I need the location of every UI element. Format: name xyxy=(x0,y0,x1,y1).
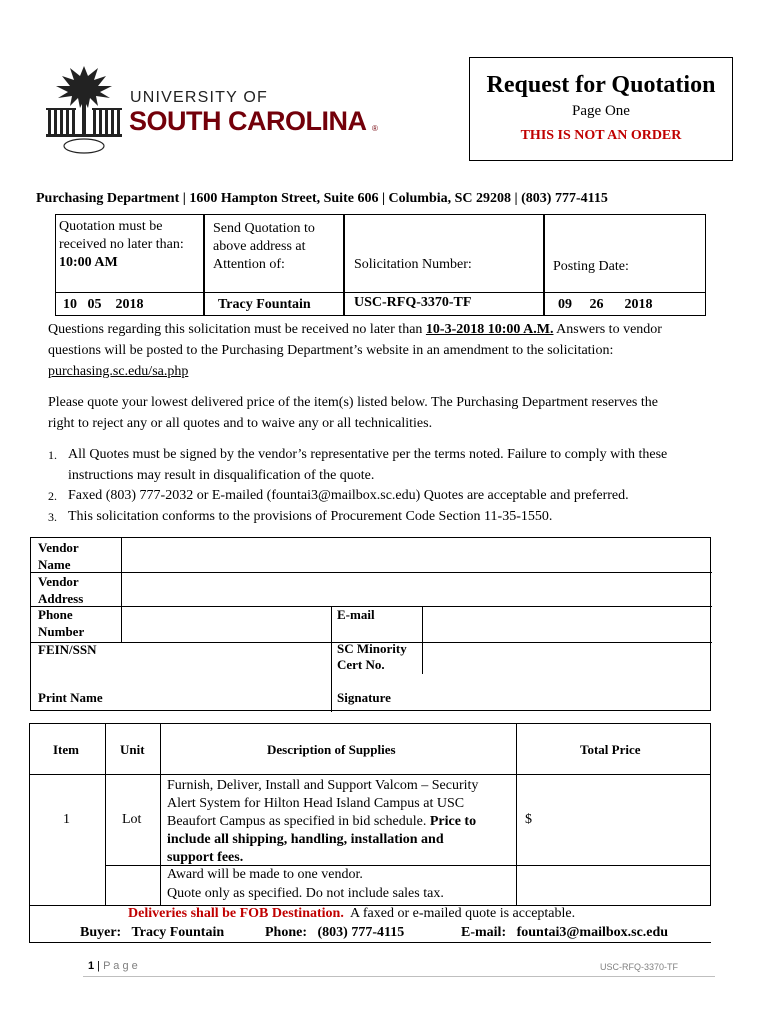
footer-rule xyxy=(83,976,715,977)
posting-date: 09 26 2018 xyxy=(558,297,653,312)
list-item-2-line-1: Faxed (803) 777-2032 or E-mailed (fountai3@mailbox.sc.edu) Quotes are acceptable and preferred. xyxy=(68,488,629,503)
buyer-name: Tracy Fountain xyxy=(218,297,311,312)
received-label-2: received no later than: xyxy=(59,237,184,252)
questions-paragraph xyxy=(48,319,718,340)
fax-note: A faxed or e-mailed quote is acceptable. xyxy=(343,906,576,921)
print-name-label: Print Name xyxy=(38,690,103,705)
received-date: 10 05 2018 xyxy=(63,297,144,312)
desc-line-1: Furnish, Deliver, Install and Support Valcom – Security xyxy=(167,778,479,793)
phone-field[interactable] xyxy=(122,607,331,642)
desc-line-3b: Price to xyxy=(429,814,477,829)
page-footer: 1 | P a g e xyxy=(88,960,138,972)
questions-text-1: Questions regarding this solicitation must be received no later than xyxy=(48,322,426,337)
phone-label-2: Number xyxy=(38,624,85,639)
solicitation-label: Solicitation Number: xyxy=(354,257,472,272)
list-item-1-line-2: instructions may result in disqualification of the quote. xyxy=(68,468,375,483)
vendor-name-label-2: Name xyxy=(38,557,71,572)
footer-solicitation-code: USC-RFQ-3370-TF xyxy=(600,962,679,972)
fein-label: FEIN/SSN xyxy=(38,642,97,657)
minority-label-1: SC Minority xyxy=(337,641,407,656)
email-label: E-mail xyxy=(337,607,375,622)
questions-line-2: questions will be posted to the Purchasing Department’s website in an amendment to the solicitation: xyxy=(48,343,614,358)
received-label-1: Quotation must be xyxy=(59,219,163,234)
item-unit: Lot xyxy=(122,812,142,827)
minority-cert-field[interactable] xyxy=(423,643,712,674)
page-number: 1 xyxy=(88,960,95,972)
received-time: 10:00 AM xyxy=(59,255,118,270)
buyer-email: E-mail: fountai3@mailbox.sc.edu xyxy=(461,925,669,940)
vendor-address-label-2: Address xyxy=(38,591,84,606)
department-address-line: Purchasing Department | 1600 Hampton Street, Suite 606 | Columbia, SC 29208 | (803) 777-4115 xyxy=(36,191,608,206)
south-carolina-text: SOUTH CAROLINA xyxy=(129,106,367,136)
quote-paragraph-line-2: right to reject any or all quotes and to waive any or all technicalities. xyxy=(48,416,433,431)
solicitation-number: USC-RFQ-3370-TF xyxy=(354,295,472,310)
col-header-unit: Unit xyxy=(120,742,145,757)
vendor-name-label-1: Vendor xyxy=(38,540,79,555)
buyer-contact: Buyer: Tracy Fountain xyxy=(80,925,225,940)
buyer-phone: Phone: (803) 777-4115 xyxy=(265,925,405,940)
signature-label: Signature xyxy=(337,690,391,705)
quote-only-note: Quote only as specified. Do not include sales tax. xyxy=(167,886,444,901)
page-label: P a g e xyxy=(103,960,138,972)
desc-line-4: include all shipping, handling, installation and xyxy=(167,832,444,847)
header-divider xyxy=(55,292,706,293)
item-description xyxy=(167,777,515,867)
vendor-name-field[interactable] xyxy=(122,538,712,572)
vendor-info-table xyxy=(30,537,711,711)
rfq-page-label: Page One xyxy=(572,103,630,119)
purchasing-website-link[interactable]: purchasing.sc.edu/sa.php xyxy=(48,364,189,379)
minority-label-2: Cert No. xyxy=(337,657,385,672)
rfq-title-box xyxy=(469,57,733,161)
send-label-2: above address at xyxy=(213,239,306,254)
list-item-1-number: 1. xyxy=(48,448,57,462)
col-header-total-price: Total Price xyxy=(580,742,641,757)
posting-label: Posting Date: xyxy=(553,259,629,274)
university-of-text: UNIVERSITY OF xyxy=(130,89,268,106)
award-note: Award will be made to one vendor. xyxy=(167,867,363,882)
supplies-table xyxy=(29,723,711,943)
quote-paragraph-line-1: Please quote your lowest delivered price of the item(s) listed below. The Purchasing Department reserves the xyxy=(48,395,658,410)
desc-line-3 xyxy=(167,813,515,831)
fob-line xyxy=(128,906,575,922)
questions-text-2: Answers to vendor xyxy=(553,322,662,337)
list-item-3-line-1: This solicitation conforms to the provisions of Procurement Code Section 11-35-1550. xyxy=(68,509,553,524)
fein-field[interactable] xyxy=(122,643,331,674)
vendor-address-field[interactable] xyxy=(122,573,712,606)
rfq-title: Request for Quotation xyxy=(486,72,716,98)
phone-label-1: Phone xyxy=(38,607,73,622)
fob-text: Deliveries shall be FOB Destination. xyxy=(128,906,344,921)
list-item-3-number: 3. xyxy=(48,510,57,524)
questions-deadline: 10-3-2018 10:00 A.M. xyxy=(425,322,554,337)
desc-line-3a: Beaufort Campus as specified in bid schedule. xyxy=(167,814,430,829)
desc-line-5: support fees. xyxy=(167,850,244,865)
usc-seal-logo xyxy=(44,62,124,158)
signature-field[interactable] xyxy=(423,675,712,712)
email-field[interactable] xyxy=(423,607,712,642)
item-number: 1 xyxy=(63,812,70,827)
col-header-description: Description of Supplies xyxy=(267,742,396,757)
send-label-3: Attention of: xyxy=(213,257,285,272)
list-item-1-line-1: All Quotes must be signed by the vendor’s representative per the terms noted. Failure to comply with these xyxy=(68,447,668,462)
not-an-order-notice: THIS IS NOT AN ORDER xyxy=(520,128,682,143)
registered-mark: ® xyxy=(372,124,378,133)
print-name-field[interactable] xyxy=(122,675,331,712)
send-label-1: Send Quotation to xyxy=(213,221,315,236)
list-item-2-number: 2. xyxy=(48,489,57,503)
col-header-item: Item xyxy=(53,742,79,757)
desc-line-2: Alert System for Hilton Head Island Campus at USC xyxy=(167,796,465,811)
price-field[interactable]: $ xyxy=(525,812,532,827)
vendor-address-label-1: Vendor xyxy=(38,574,79,589)
